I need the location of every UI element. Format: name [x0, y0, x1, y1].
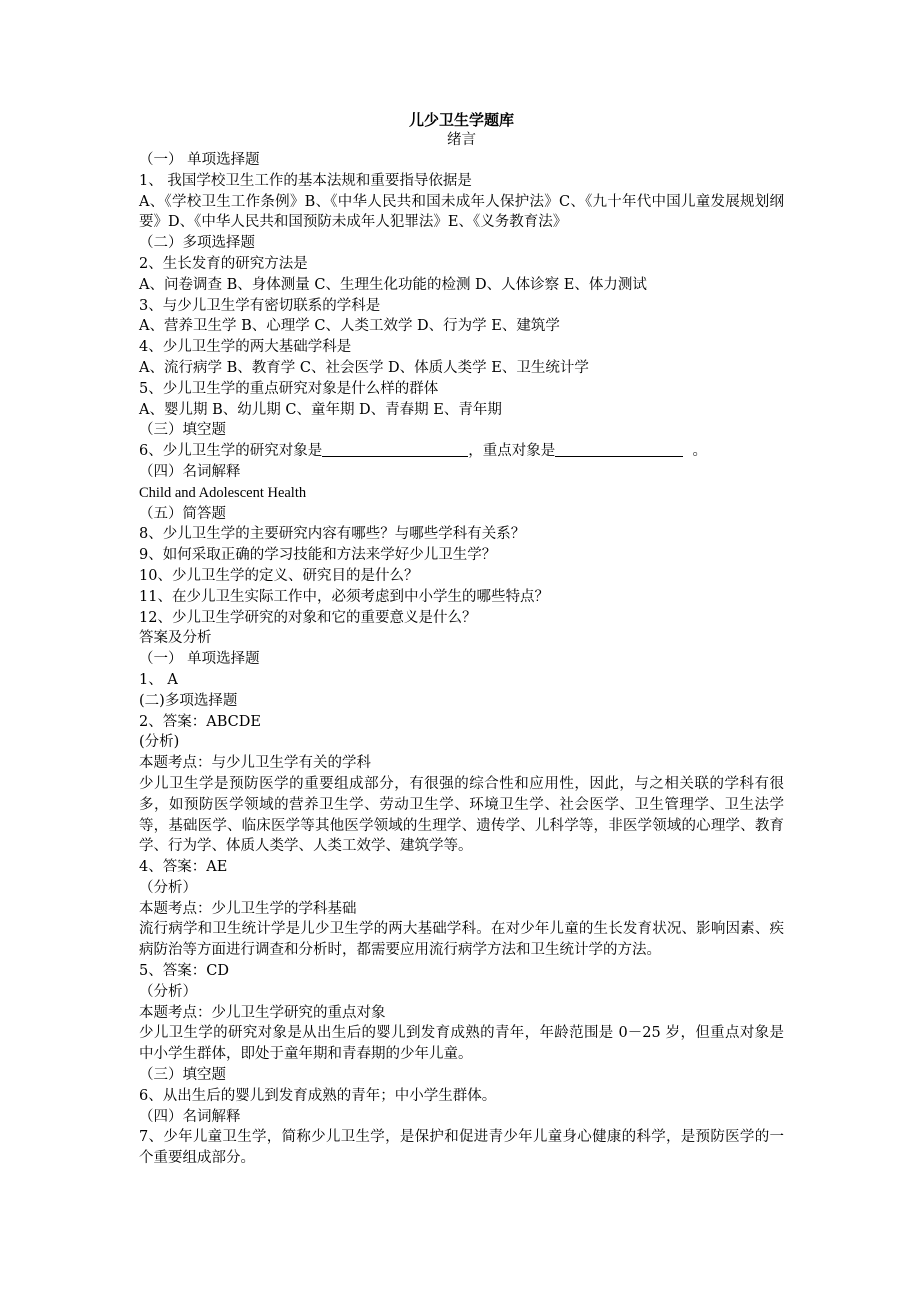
answers-heading: 答案及分析: [139, 630, 212, 647]
analysis-paragraph: 少儿卫生学是预防医学的重要组成部分，有很强的综合性和应用性，因此，与之相关联的学科有很多，如预防医学领域的营养卫生学、劳动卫生学、环境卫生学、社会医学、卫生管理学、卫生法学等，基础医学、临床医学等其他医学领域的生理学、遗传学、儿科学等，非医学领域的心理学、教育学、行为学、体质人类学、人类工效学、建筑学等。: [139, 775, 784, 855]
section-heading: (二)多项选择题: [139, 692, 238, 709]
analysis-paragraph: 流行病学和卫生统计学是儿少卫生学的两大基础学科。在对少年儿童的生长发育状况、影响因素、疾病防治等方面进行调查和分析时，都需要应用流行病学方法和卫生统计学的方法。: [139, 921, 784, 959]
key-point: 本题考点：少儿卫生学研究的重点对象: [139, 1004, 386, 1021]
answer-1: 1、 A: [139, 671, 178, 688]
section-heading: （三）填空题: [139, 422, 226, 439]
question-5-options: A、婴儿期 B、幼儿期 C、童年期 D、青春期 E、青年期: [139, 401, 502, 418]
question-2: 2、生长发育的研究方法是: [139, 255, 308, 272]
document-title: 儿少卫生学题库: [408, 111, 514, 129]
question-6-text-a: 6、少儿卫生学的研究对象是: [139, 443, 323, 460]
question-11: 11、在少儿卫生实际工作中，必须考虑到中小学生的哪些特点？: [139, 588, 549, 605]
answer-4: 4、答案：AE: [139, 859, 228, 876]
section-heading: （四）名词解释: [139, 1108, 241, 1125]
key-point: 本题考点：与少儿卫生学有关的学科: [139, 755, 371, 772]
analysis-label: （分析）: [139, 879, 197, 896]
answer-7: 7、少年儿童卫生学，简称少儿卫生学，是保护和促进青少年儿童身心健康的科学，是预防医学的一个重要组成部分。: [139, 1129, 784, 1167]
fill-blank-2: [555, 442, 683, 457]
key-point: 本题考点：少儿卫生学的学科基础: [139, 900, 357, 917]
question-2-options: A、问卷调查 B、身体测量 C、生理生化功能的检测 D、人体诊察 E、体力测试: [139, 276, 647, 293]
question-1: 1、 我国学校卫生工作的基本法规和重要指导依据是: [139, 172, 472, 189]
answer-6: 6、从出生后的婴儿到发育成熟的青年；中小学生群体。: [139, 1087, 497, 1104]
analysis-label: （分析）: [139, 983, 197, 1000]
section-heading: （四）名词解释: [139, 463, 241, 480]
question-3-options: A、营养卫生学 B、心理学 C、人类工效学 D、行为学 E、建筑学: [139, 318, 560, 335]
question-6: [139, 441, 784, 462]
question-1-options: A、《学校卫生工作条例》B、《中华人民共和国未成年人保护法》C、《九十年代中国儿童发展规划纲要》D、《中华人民共和国预防未成年人犯罪法》E、《义务教育法》: [139, 193, 784, 231]
fill-blank-1: [322, 442, 468, 457]
section-heading: （五）简答题: [139, 505, 226, 522]
question-9: 9、如何采取正确的学习技能和方法来学好少儿卫生学？: [139, 547, 497, 564]
section-heading: （二）多项选择题: [139, 235, 255, 252]
section-heading: （三）填空题: [139, 1067, 226, 1084]
question-4-options: A、流行病学 B、教育学 C、社会医学 D、体质人类学 E、卫生统计学: [139, 359, 589, 376]
answer-5: 5、答案：CD: [139, 963, 229, 980]
answer-2: 2、答案：ABCDE: [139, 713, 261, 730]
analysis-paragraph: 少儿卫生学的研究对象是从出生后的婴儿到发育成熟的青年，年龄范围是 0－25 岁，但重点对象是中小学生群体，即处于童年期和青春期的少年儿童。: [139, 1025, 784, 1063]
question-10: 10、少儿卫生学的定义、研究目的是什么？: [139, 567, 419, 584]
question-12: 12、少儿卫生学研究的对象和它的重要意义是什么？: [139, 609, 477, 626]
section-heading: （一） 单项选择题: [139, 152, 260, 168]
question-4: 4、少儿卫生学的两大基础学科是: [139, 339, 352, 356]
document-page: [139, 110, 784, 1169]
question-6-text-c: 。: [692, 443, 707, 460]
section-heading: （一） 单项选择题: [139, 651, 260, 668]
question-5: 5、少儿卫生学的重点研究对象是什么样的群体: [139, 380, 439, 397]
document-subtitle: 绪言: [447, 132, 476, 148]
question-8: 8、少儿卫生学的主要研究内容有哪些？与哪些学科有关系？: [139, 526, 526, 543]
question-6-text-b: ，重点对象是: [468, 443, 556, 460]
question-7: Child and Adolescent Health: [139, 484, 307, 501]
question-3: 3、与少儿卫生学有密切联系的学科是: [139, 297, 381, 314]
analysis-label: (分析): [139, 734, 180, 751]
